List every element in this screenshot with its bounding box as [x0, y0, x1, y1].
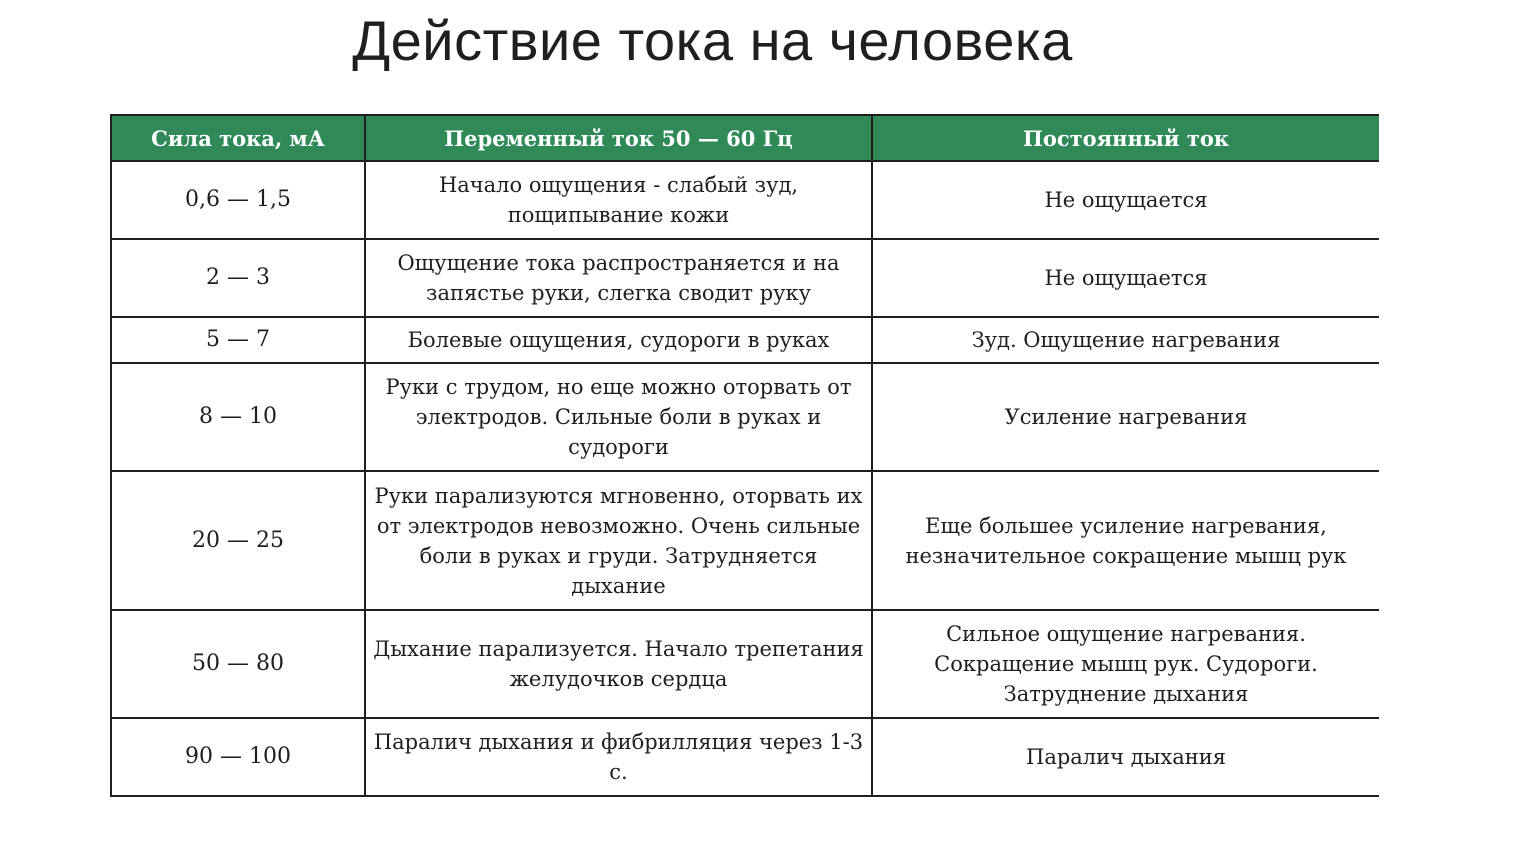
cell-ac: Руки с трудом, но еще можно оторвать от электродов. Сильные боли в руках и судороги: [365, 363, 872, 471]
table-row: [111, 610, 1379, 718]
cell-dc: Еще большее усиление нагревания, незначительное сокращение мышц рук: [872, 471, 1379, 610]
cell-ac: Начало ощущения - слабый зуд, пощипывание кожи: [365, 161, 872, 239]
cell-dc: Зуд. Ощущение нагревания: [872, 317, 1379, 363]
cell-current: 90 — 100: [111, 718, 365, 796]
cell-current: 20 — 25: [111, 471, 365, 610]
current-effects-table: [110, 114, 1378, 797]
cell-ac: Болевые ощущения, судороги в руках: [365, 317, 872, 363]
table-row: [111, 471, 1379, 610]
cell-ac: Руки парализуются мгновенно, оторвать их от электродов невозможно. Очень сильные боли в руках и груди. Затрудняется дыхание: [365, 471, 872, 610]
cell-ac: Ощущение тока распространяется и на запястье руки, слегка сводит руку: [365, 239, 872, 317]
cell-dc: Усиление нагревания: [872, 363, 1379, 471]
cell-current: 8 — 10: [111, 363, 365, 471]
table-header-row: [111, 115, 1379, 161]
cell-ac: Паралич дыхания и фибрилляция через 1-3 с.: [365, 718, 872, 796]
table-row: [111, 317, 1379, 363]
cell-current: 5 — 7: [111, 317, 365, 363]
cell-dc: Не ощущается: [872, 239, 1379, 317]
cell-current: 50 — 80: [111, 610, 365, 718]
header-current: Сила тока, мА: [111, 115, 365, 161]
slide-title: Действие тока на человека: [352, 9, 1073, 72]
cell-dc: Не ощущается: [872, 161, 1379, 239]
cell-dc: Сильное ощущение нагревания. Сокращение мышц рук. Судороги. Затруднение дыхания: [872, 610, 1379, 718]
table-row: [111, 363, 1379, 471]
cell-ac: Дыхание парализуется. Начало трепетания желудочков сердца: [365, 610, 872, 718]
cell-dc: Паралич дыхания: [872, 718, 1379, 796]
table-row: [111, 161, 1379, 239]
table-row: [111, 239, 1379, 317]
header-dc: Постоянный ток: [872, 115, 1379, 161]
cell-current: 0,6 — 1,5: [111, 161, 365, 239]
header-ac: Переменный ток 50 — 60 Гц: [365, 115, 872, 161]
cell-current: 2 — 3: [111, 239, 365, 317]
table-row: [111, 718, 1379, 796]
